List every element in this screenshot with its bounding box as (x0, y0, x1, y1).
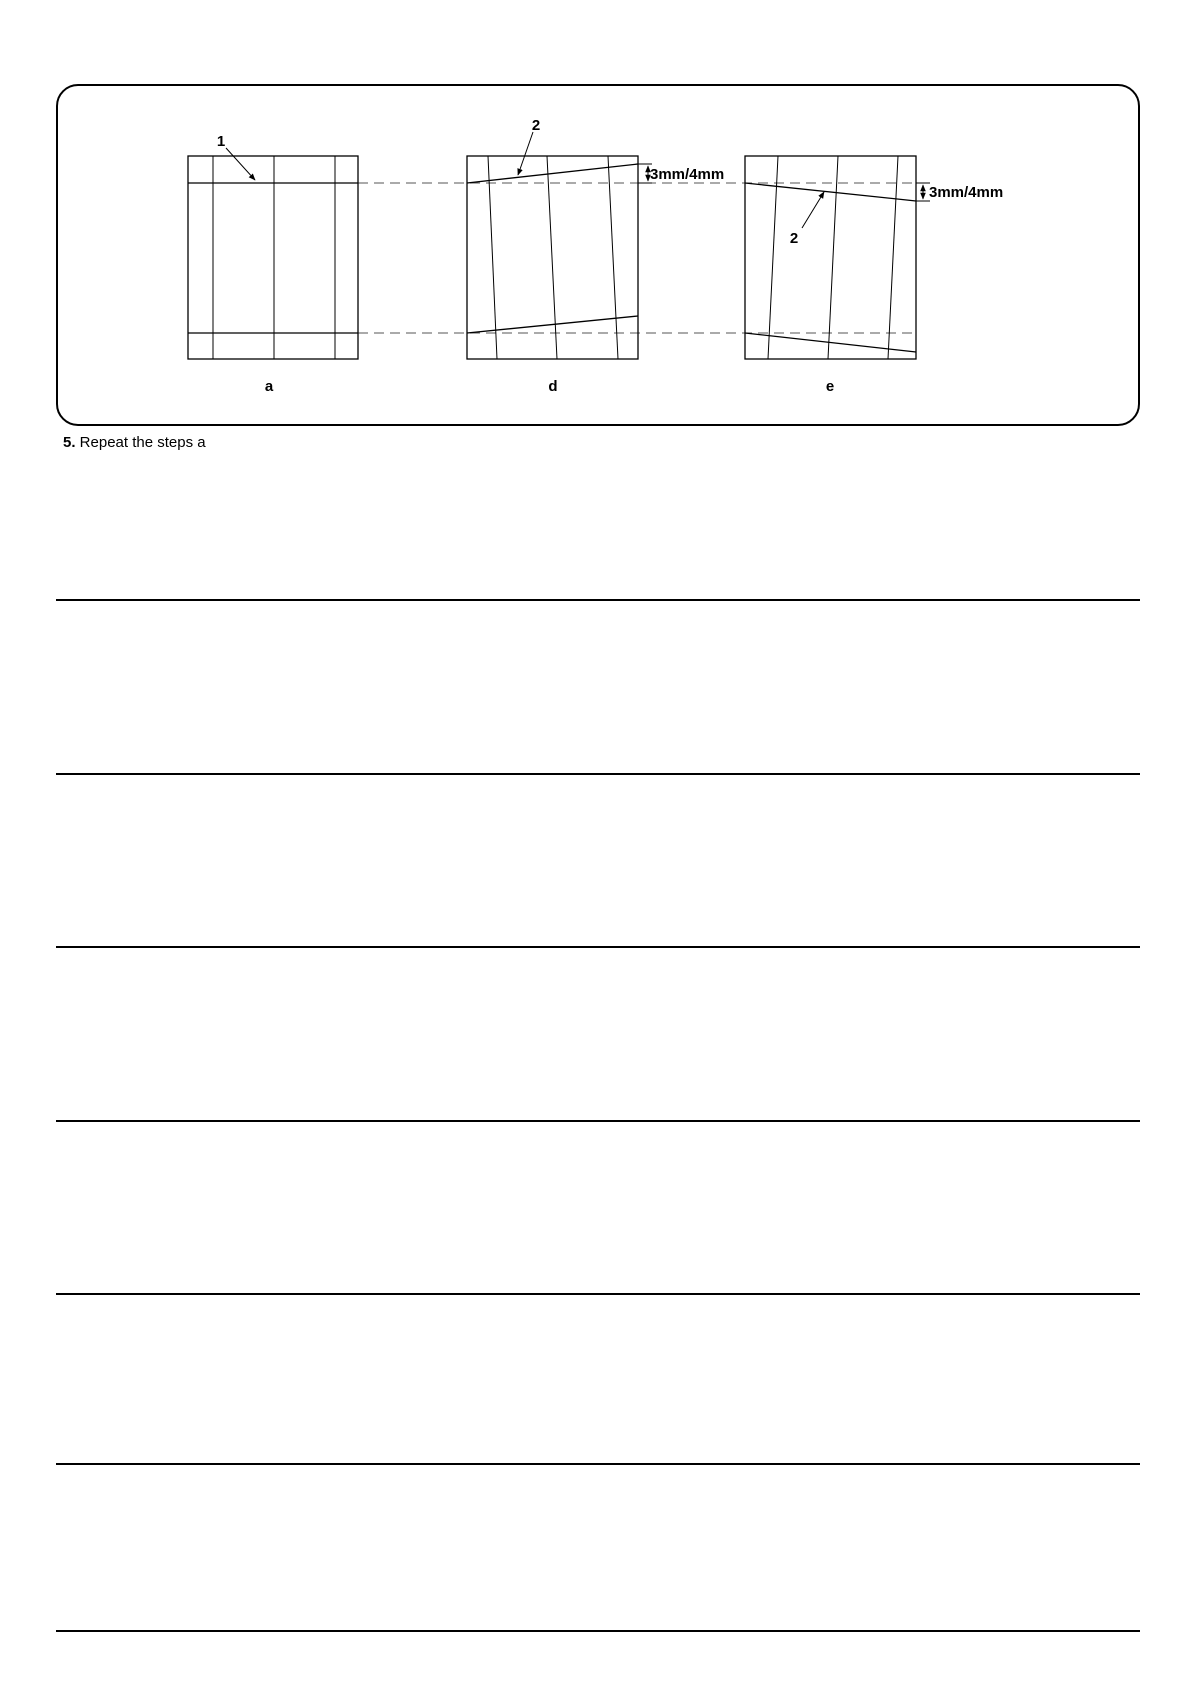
panel-a (188, 133, 358, 395)
callout-label-2-e: 2 (789, 230, 799, 247)
panel-d (467, 117, 724, 395)
panel-e (745, 156, 1003, 395)
panel-label-d: d (548, 378, 558, 395)
step-instruction (63, 434, 206, 451)
alignment-diagram (0, 0, 1190, 440)
step-number: 5. (63, 434, 76, 451)
note-line (56, 946, 1140, 948)
step-text: Repeat the steps a (75, 434, 206, 451)
note-line (56, 599, 1140, 601)
note-line (56, 1120, 1140, 1122)
note-line (56, 1630, 1140, 1632)
note-line (56, 1463, 1140, 1465)
note-line (56, 1293, 1140, 1295)
panel-label-a: a (264, 378, 274, 395)
callout-label-2-d: 2 (531, 117, 541, 134)
dimension-label-e: 3mm/4mm (929, 184, 1004, 201)
panel-label-e: e (825, 378, 835, 395)
dimension-label-d: 3mm/4mm (650, 166, 725, 183)
note-line (56, 773, 1140, 775)
callout-arrow-2-d (518, 132, 533, 175)
callout-arrow-2-e (802, 192, 824, 228)
callout-arrow-1 (226, 148, 255, 180)
callout-label-1: 1 (216, 133, 226, 150)
